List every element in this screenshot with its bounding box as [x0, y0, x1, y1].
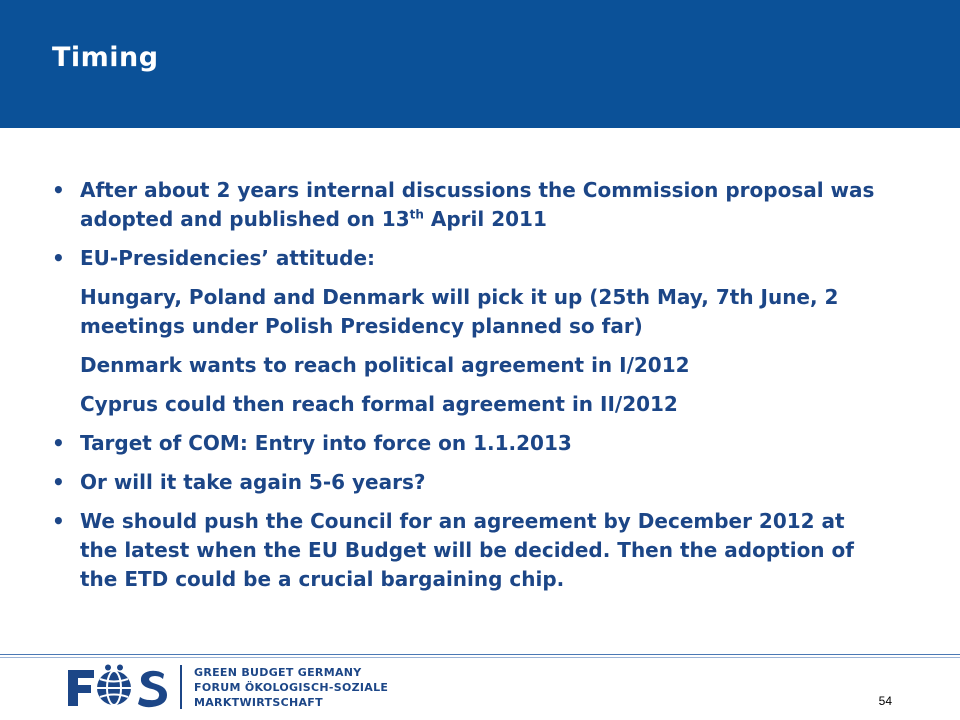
bullet-item	[52, 244, 882, 273]
sub-item	[52, 351, 882, 380]
footer-divider-thin	[0, 657, 960, 658]
bullet-dot: •	[52, 470, 65, 494]
sub-item	[52, 390, 882, 419]
sub-item	[52, 283, 882, 341]
logo-text	[194, 665, 388, 710]
superscript: th	[409, 207, 424, 222]
slide-title: Timing	[52, 42, 159, 73]
bullet-text: EU-Presidencies’ attitude:	[80, 246, 376, 270]
bullet-dot: •	[52, 509, 65, 533]
bullet-dot: •	[52, 246, 65, 270]
fos-wordmark-icon	[66, 664, 170, 710]
bullet-item	[52, 176, 882, 234]
logo-line: MARKTWIRTSCHAFT	[194, 695, 323, 709]
bullet-dot: •	[52, 178, 65, 202]
logo-separator	[180, 665, 182, 709]
sub-text: Cyprus could then reach formal agreement in II/2012	[80, 392, 678, 416]
bullet-text: Or will it take again 5-6 years?	[80, 470, 426, 494]
slide-content	[52, 176, 882, 604]
bullet-text: Target of COM: Entry into force on 1.1.2013	[80, 431, 572, 455]
logo-line: GREEN BUDGET GERMANY	[194, 665, 362, 679]
bullet-text: After about 2 years internal discussions the Commission proposal was adopted and published on 13	[80, 178, 875, 231]
header-bar	[0, 0, 960, 128]
bullet-text: April 2011	[423, 207, 547, 231]
bullet-item	[52, 507, 882, 594]
page-number: 54	[878, 694, 892, 708]
fos-logo	[66, 662, 388, 712]
sub-text: Denmark wants to reach political agreement in I/2012	[80, 353, 690, 377]
logo-line: FORUM ÖKOLOGISCH-SOZIALE	[194, 680, 389, 694]
bullet-item	[52, 468, 882, 497]
footer-divider	[0, 654, 960, 655]
bullet-text: We should push the Council for an agreement by December 2012 at the latest when the EU Budget will be decided. Then the adoption of the ETD could be a crucial bargaining chip.	[80, 509, 854, 591]
sub-text: Hungary, Poland and Denmark will pick it up (25th May, 7th June, 2 meetings under Polish Presidency planned so far)	[80, 285, 839, 338]
bullet-item	[52, 429, 882, 458]
fos-logo-mark	[66, 662, 170, 712]
bullet-dot: •	[52, 431, 65, 455]
